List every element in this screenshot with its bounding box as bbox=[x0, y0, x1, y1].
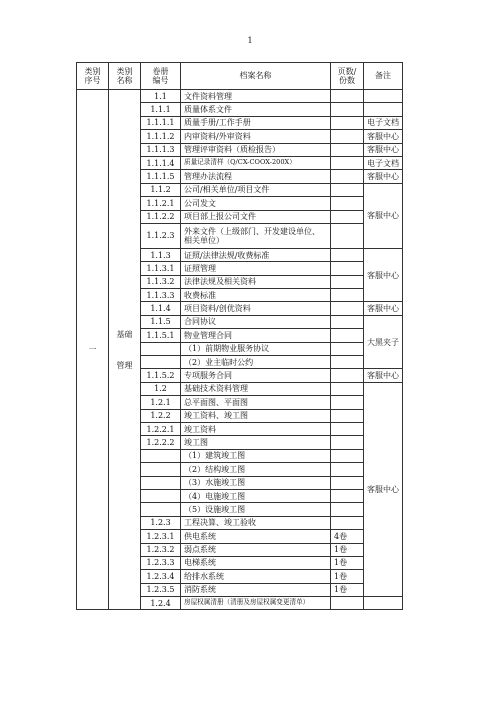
vol-no: 1.2.3.1 bbox=[141, 530, 181, 543]
pages bbox=[331, 382, 364, 395]
pages: 1卷 bbox=[331, 583, 364, 596]
vol-no: 1.1.1.5 bbox=[141, 170, 181, 183]
archive-name: 给排水系统 bbox=[181, 570, 331, 583]
pages bbox=[331, 489, 364, 502]
vol-no bbox=[141, 503, 181, 516]
archive-name: （2）结构竣工图 bbox=[181, 463, 331, 476]
archive-name: 供电系统 bbox=[181, 530, 331, 543]
vol-no bbox=[141, 463, 181, 476]
vol-no: 1.1.1.1 bbox=[141, 116, 181, 129]
archive-name: （1）建筑竣工图 bbox=[181, 449, 331, 462]
archive-name: （4）电施竣工图 bbox=[181, 489, 331, 502]
pages bbox=[331, 90, 364, 103]
archive-name: 专项服务合同 bbox=[181, 369, 331, 382]
vol-no: 1.1.3.3 bbox=[141, 289, 181, 302]
vol-no: 1.1.1 bbox=[141, 103, 181, 116]
archive-name: 内审资料/外审资料 bbox=[181, 130, 331, 143]
table-row bbox=[77, 90, 403, 103]
archive-name: 总平面图、平面图 bbox=[181, 396, 331, 409]
vol-no: 1.2.2.1 bbox=[141, 422, 181, 435]
vol-no: 1.1.1.3 bbox=[141, 143, 181, 156]
pages bbox=[331, 275, 364, 288]
remark: 电子文档 bbox=[364, 116, 403, 129]
archive-name: 证照/法律法规/收费标准 bbox=[181, 248, 331, 261]
remark: 客服中心 bbox=[364, 302, 403, 315]
vol-no: 1.1.2.2 bbox=[141, 210, 181, 223]
pages bbox=[331, 156, 364, 169]
vol-no: 1.2.3.2 bbox=[141, 543, 181, 556]
archive-name: 项目部上报公司文件 bbox=[181, 210, 331, 223]
pages bbox=[331, 315, 364, 328]
archive-name: 合同协议 bbox=[181, 315, 331, 328]
vol-no: 1.1.5.2 bbox=[141, 369, 181, 382]
vol-no: 1.1.2.3 bbox=[141, 223, 181, 248]
vol-no: 1.2.3.3 bbox=[141, 556, 181, 569]
remark bbox=[364, 103, 403, 116]
vol-no: 1.1.3.2 bbox=[141, 275, 181, 288]
remark: 客服中心 bbox=[364, 130, 403, 143]
vol-no: 1.1 bbox=[141, 90, 181, 103]
vol-no: 1.2.3.4 bbox=[141, 570, 181, 583]
vol-no: 1.1.3 bbox=[141, 248, 181, 261]
pages bbox=[331, 396, 364, 409]
vol-no bbox=[141, 489, 181, 502]
vol-no: 1.2.3 bbox=[141, 516, 181, 529]
archive-name: 文件资料管理 bbox=[181, 90, 331, 103]
archive-name: 质量体系文件 bbox=[181, 103, 331, 116]
remark: 客服中心 bbox=[364, 143, 403, 156]
pages bbox=[331, 183, 364, 196]
archive-name: 公司发文 bbox=[181, 197, 331, 210]
header-cat-name: 类别 名称 bbox=[109, 63, 141, 90]
header-vol-no: 卷册 编号 bbox=[141, 63, 181, 90]
pages bbox=[331, 356, 364, 369]
vol-no bbox=[141, 356, 181, 369]
pages bbox=[331, 463, 364, 476]
pages: 1卷 bbox=[331, 570, 364, 583]
pages bbox=[331, 342, 364, 355]
remark: 客服中心 bbox=[364, 248, 403, 302]
pages bbox=[331, 409, 364, 422]
archive-name: （3）水施竣工图 bbox=[181, 476, 331, 489]
archive-name: 竣工资料、竣工图 bbox=[181, 409, 331, 422]
archive-name: 电梯系统 bbox=[181, 556, 331, 569]
archive-name: （2）业主临时公约 bbox=[181, 356, 331, 369]
archive-name: 物业管理合同 bbox=[181, 329, 331, 342]
vol-no: 1.1.1.4 bbox=[141, 156, 181, 169]
vol-no: 1.2.3.5 bbox=[141, 583, 181, 596]
pages bbox=[331, 329, 364, 342]
vol-no: 1.1.5 bbox=[141, 315, 181, 328]
pages bbox=[331, 503, 364, 516]
pages bbox=[331, 436, 364, 449]
archive-name: 质量记录清样（Q/CX-COOX-200X） bbox=[181, 156, 331, 169]
archive-name: 项目资料/创优资料 bbox=[181, 302, 331, 315]
pages bbox=[331, 248, 364, 261]
page-number: 1 bbox=[247, 36, 253, 45]
archive-name: 房屋权属清册（清册及房屋权属变更清单） bbox=[181, 597, 331, 610]
pages bbox=[331, 210, 364, 223]
remark: 电子文档 bbox=[364, 156, 403, 169]
remark: 大黑夹子 bbox=[364, 315, 403, 369]
vol-no: 1.1.1.2 bbox=[141, 130, 181, 143]
header-row bbox=[77, 63, 403, 90]
vol-no: 1.1.3.1 bbox=[141, 262, 181, 275]
category-name bbox=[109, 90, 141, 610]
header-archive-name: 档案名称 bbox=[181, 63, 331, 90]
archive-name: 公司/相关单位/项目文件 bbox=[181, 183, 331, 196]
pages bbox=[331, 197, 364, 210]
archive-name: 质量手册/工作手册 bbox=[181, 116, 331, 129]
header-pages: 页数/ 份数 bbox=[331, 63, 364, 90]
vol-no: 1.2 bbox=[141, 382, 181, 395]
vol-no bbox=[141, 449, 181, 462]
remark bbox=[364, 90, 403, 103]
pages bbox=[331, 223, 364, 248]
pages bbox=[331, 449, 364, 462]
archive-name: 管理办法流程 bbox=[181, 170, 331, 183]
pages bbox=[331, 516, 364, 529]
archive-name: 外来文件（上级部门、开发建设单位、相关单位） bbox=[181, 223, 331, 248]
pages bbox=[331, 262, 364, 275]
remark: 客服中心 bbox=[364, 369, 403, 382]
archive-name: 收费标准 bbox=[181, 289, 331, 302]
vol-no: 1.1.2.1 bbox=[141, 197, 181, 210]
pages bbox=[331, 289, 364, 302]
pages bbox=[331, 422, 364, 435]
header-cat-no: 类别 序号 bbox=[77, 63, 109, 90]
archive-name: 弱点系统 bbox=[181, 543, 331, 556]
vol-no: 1.1.4 bbox=[141, 302, 181, 315]
pages bbox=[331, 369, 364, 382]
pages bbox=[331, 476, 364, 489]
archive-table bbox=[76, 62, 403, 610]
archive-name: （1）前期物业服务协议 bbox=[181, 342, 331, 355]
vol-no bbox=[141, 342, 181, 355]
category-name-part1: 基础 bbox=[116, 329, 133, 339]
archive-name: 竣工图 bbox=[181, 436, 331, 449]
remark bbox=[364, 597, 403, 610]
vol-no: 1.2.2.2 bbox=[141, 436, 181, 449]
archive-name: （5）设施竣工图 bbox=[181, 503, 331, 516]
pages bbox=[331, 103, 364, 116]
pages bbox=[331, 302, 364, 315]
vol-no: 1.2.4 bbox=[141, 597, 181, 610]
archive-name: 竣工资料 bbox=[181, 422, 331, 435]
pages: 1卷 bbox=[331, 556, 364, 569]
archive-name: 管理评审资料（质检报告） bbox=[181, 143, 331, 156]
remark: 客服中心 bbox=[364, 183, 403, 248]
pages bbox=[331, 143, 364, 156]
pages: 1卷 bbox=[331, 543, 364, 556]
archive-name: 证照管理 bbox=[181, 262, 331, 275]
archive-name: 基础技术资料管理 bbox=[181, 382, 331, 395]
pages bbox=[331, 597, 364, 610]
category-seq: 一 bbox=[77, 90, 109, 610]
pages bbox=[331, 170, 364, 183]
vol-no: 1.1.2 bbox=[141, 183, 181, 196]
pages: 4卷 bbox=[331, 530, 364, 543]
pages bbox=[331, 116, 364, 129]
category-name-part2: 管理 bbox=[116, 360, 133, 370]
vol-no: 1.2.2 bbox=[141, 409, 181, 422]
vol-no: 1.1.5.1 bbox=[141, 329, 181, 342]
archive-name: 工程决算、竣工验收 bbox=[181, 516, 331, 529]
archive-name: 法律法规及相关资料 bbox=[181, 275, 331, 288]
vol-no bbox=[141, 476, 181, 489]
remark: 客服中心 bbox=[364, 170, 403, 183]
archive-name: 消防系统 bbox=[181, 583, 331, 596]
pages bbox=[331, 130, 364, 143]
vol-no: 1.2.1 bbox=[141, 396, 181, 409]
header-remarks: 备注 bbox=[364, 63, 403, 90]
remark: 客服中心 bbox=[364, 382, 403, 596]
